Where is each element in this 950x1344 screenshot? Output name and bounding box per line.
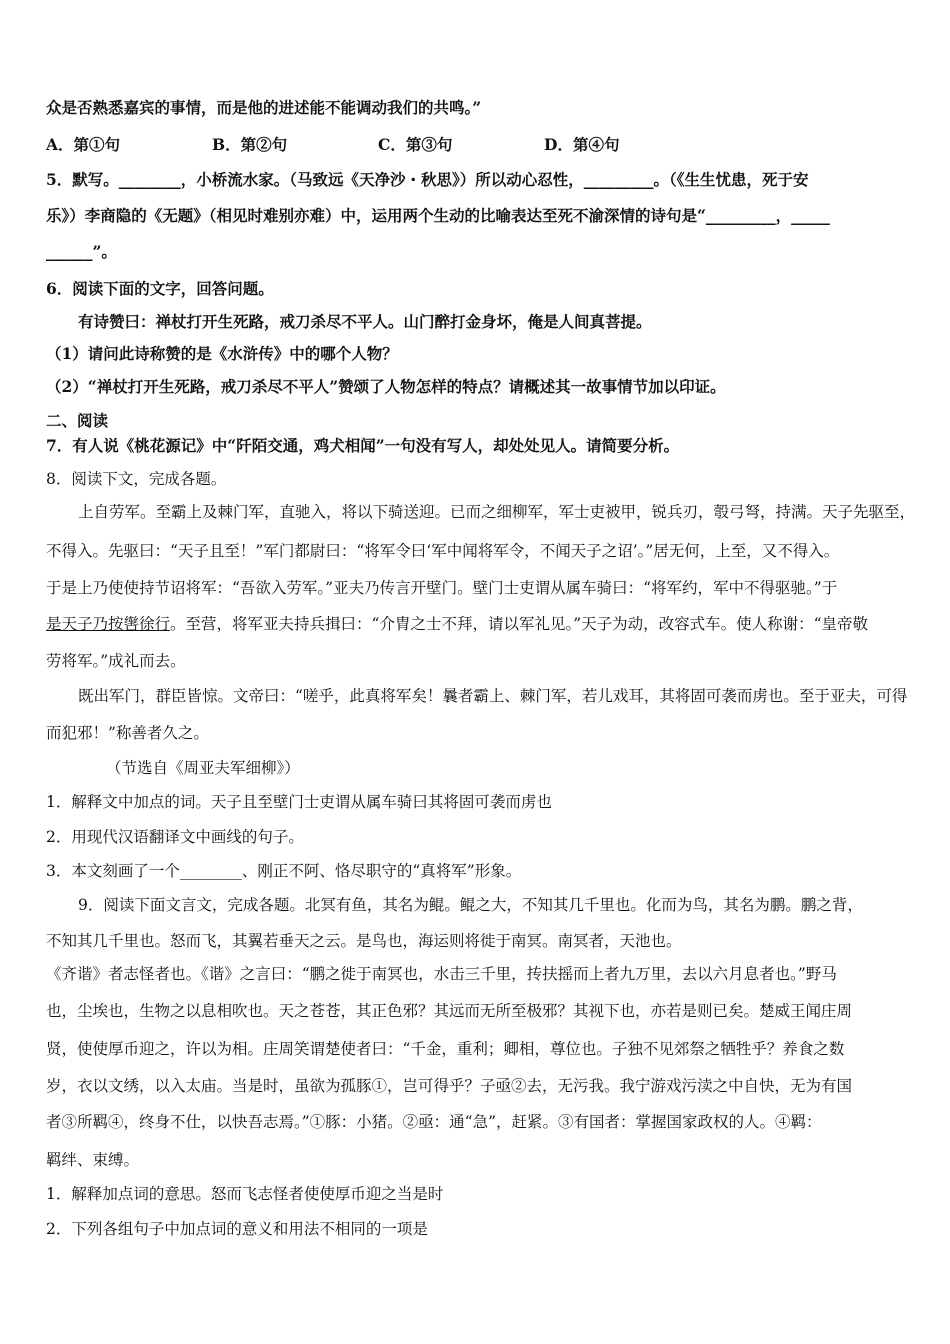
option-b: B．第②句 bbox=[212, 135, 288, 154]
q6-poem: 有诗赞曰：禅杖打开生死路，戒刀杀尽不平人。山门醉打金身坏，俺是人间真菩提。 bbox=[78, 312, 652, 331]
q8-p1-line1: 上自劳军。至霸上及棘门军，直驰入，将以下骑送迎。已而之细柳军，军士吏被甲，锐兵刃，彀弓弩，持满。天子先驱至， bbox=[78, 503, 916, 521]
q8-p1-line5: 劳将军。”成礼而去。 bbox=[46, 652, 186, 670]
q8-question-1: 1．解释文中加点的词。天子且至壁门士吏谓从属车骑曰其将固可袭而虏也 bbox=[46, 793, 552, 811]
q5-line3: ______”。 bbox=[46, 242, 117, 261]
q8-p2-line1: 既出军门，群臣皆惊。文帝曰：“嗟乎，此真将军矣！曩者霸上、棘门军，若儿戏耳，其将固可袭而虏也。至于亚夫，可得 bbox=[78, 687, 908, 705]
q9-line7: 者③所羁④，终身不仕，以快吾志焉。”①豚：小猪。②亟：通“急”，赶紧。③有国者：掌握国家政权的人。④羁： bbox=[46, 1113, 822, 1131]
q9-line4: 也，尘埃也，生物之以息相吹也。天之苍苍，其正色邪？其远而无所至极邪？其视下也，亦若是则已矣。楚威王闻庄周 bbox=[46, 1002, 853, 1020]
q9-line2: 不知其几千里也。怒而飞，其翼若垂天之云。是鸟也，海运则将徙于南冥。南冥者，天池也。 bbox=[46, 932, 682, 950]
section2-title: 二、阅读 bbox=[46, 411, 109, 430]
q8-p1-line4-rest: 。至营，将军亚夫持兵揖曰：“介胄之士不拜，请以军礼见。”天子为动，改容式车。使人称谢：“皇帝敬 bbox=[170, 615, 869, 633]
option-d: D．第④句 bbox=[544, 135, 620, 154]
q9-line1: 9．阅读下面文言文，完成各题。北冥有鱼，其名为鲲。鲲之大，不知其几千里也。化而为鸟，其名为鹏。鹏之背， bbox=[78, 896, 863, 914]
option-c: C．第③句 bbox=[378, 135, 453, 154]
q8-p1-line4 bbox=[46, 614, 868, 634]
option-a: A．第①句 bbox=[46, 135, 121, 154]
q6-sub2: （2）“禅杖打开生死路，戒刀杀尽不平人”赞颂了人物怎样的特点？请概述其一故事情节加以印证。 bbox=[46, 377, 726, 396]
q9-line8: 羁绊、束缚。 bbox=[46, 1151, 140, 1169]
q5-line2: 乐》）李商隐的《无题》（相见时难别亦难）中，运用两个生动的比喻表达至死不渝深情的诗句是“_________，_____ bbox=[46, 206, 830, 225]
q9-question-2: 2．下列各组句子中加点词的意义和用法不相同的一项是 bbox=[46, 1220, 428, 1238]
q6-sub1: （1）请问此诗称赞的是《水浒传》中的哪个人物？ bbox=[46, 344, 398, 363]
q9-question-1: 1．解释加点词的意思。怒而飞志怪者使使厚币迎之当是时 bbox=[46, 1185, 444, 1203]
q8-p1-line3: 于是上乃使使持节诏将军：“吾欲入劳军。”亚夫乃传言开壁门。壁门士吏谓从属车骑曰：“将军约，军中不得驱驰。”于 bbox=[46, 579, 838, 597]
q5-line1: 5．默写。________，小桥流水家。（马致远《天净沙・秋思》）所以动心忍性，_________。（《生生忧患，死于安 bbox=[46, 170, 809, 189]
q8-source: （节选自《周亚夫军细柳》） bbox=[106, 759, 300, 777]
q8-question-3: 3．本文刻画了一个________、刚正不阿、恪尽职守的“真将军”形象。 bbox=[46, 862, 522, 880]
q9-line3: 《齐谐》者志怪者也。《谐》之言曰：“鹏之徙于南冥也，水击三千里，抟扶摇而上者九万里，去以六月息者也。”野马 bbox=[46, 965, 837, 983]
q8-question-2: 2．用现代汉语翻译文中画线的句子。 bbox=[46, 828, 304, 846]
q8-title: 8．阅读下文，完成各题。 bbox=[46, 470, 227, 488]
q8-p2-line2: 而犯邪！”称善者久之。 bbox=[46, 724, 209, 742]
q8-p1-line2: 不得入。先驱曰：“天子且至！”军门都尉曰：“将军令曰‘军中闻将军令，不闻天子之诏’。”居无何，上至，又不得入。 bbox=[46, 542, 840, 560]
q9-line6: 岁，衣以文绣，以入太庙。当是时，虽欲为孤豚①，岂可得乎？子亟②去，无污我。我宁游戏污渎之中自快，无为有国 bbox=[46, 1077, 853, 1095]
q6-title: 6．阅读下面的文字，回答问题。 bbox=[46, 279, 274, 298]
q9-line5: 贤，使使厚币迎之，许以为相。庄周笑谓楚使者曰：“千金，重利；卿相，尊位也。子独不见郊祭之牺牲乎？养食之数 bbox=[46, 1040, 845, 1058]
q4-options bbox=[46, 135, 710, 155]
q7-text: 7．有人说《桃花源记》中“阡陌交通，鸡犬相闻”一句没有写人，却处处见人。请简要分析。 bbox=[46, 436, 680, 455]
q4-tail: 众是否熟悉嘉宾的事情，而是他的进述能不能调动我们的共鸣。” bbox=[46, 98, 482, 117]
underlined-sentence: 是天子乃按辔徐行 bbox=[46, 615, 171, 633]
